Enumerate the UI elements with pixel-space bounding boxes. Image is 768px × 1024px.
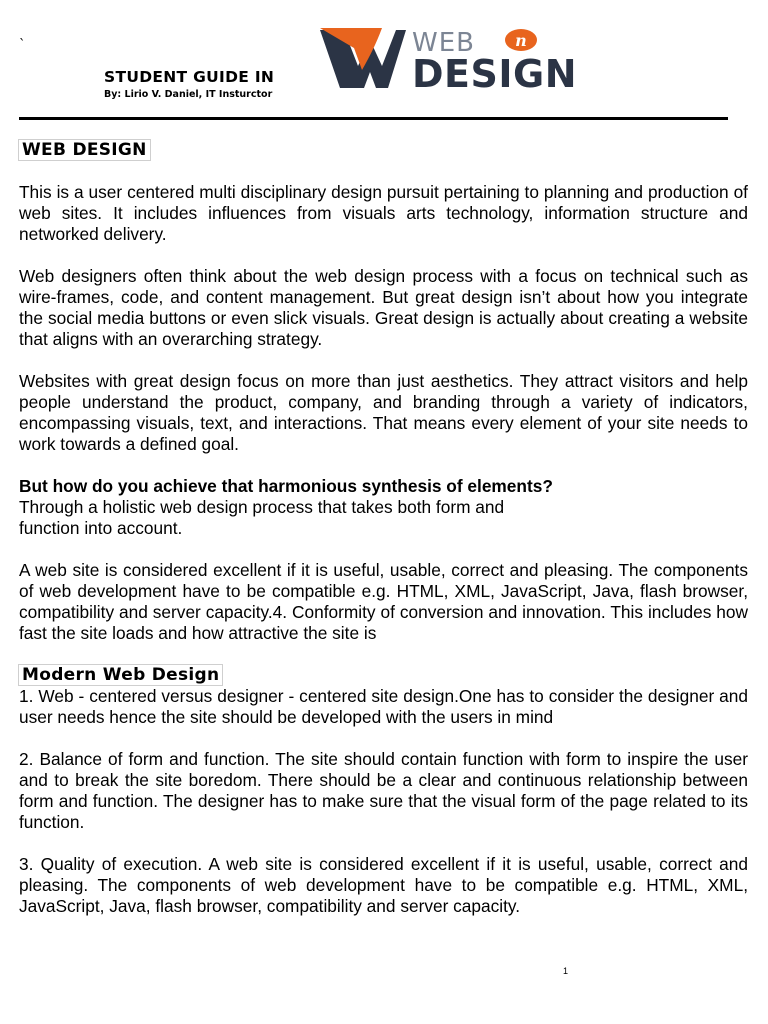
header-mark: ` [19,38,26,53]
paragraph-designers: Web designers often think about the web design process with a focus on technical such as wire-frames, code, and content management. But great design isn’t about how you integrate the social media buttons or even slick visuals. Great design is actually about creating a website that aligns with an overarching strategy. [19,266,748,349]
header-divider [19,117,728,120]
answer-line-1: Through a holistic web design process that takes both form and [19,497,505,517]
section-heading-web-design: WEB DESIGN [18,139,151,161]
question-line: But how do you achieve that harmonious synthesis of elements? [19,476,553,496]
list-item: 2. Balance of form and function. The site should contain function with form to inspire the user and to break the site boredom. There should be a clear and continuous relationship between form and function. The designer has to make sure that the visual form of the page related to its function. [19,749,748,832]
section-heading-modern-web-design: Modern Web Design [18,664,223,686]
page-number: 1 [563,966,569,976]
paragraph-intro: This is a user centered multi disciplinary design pursuit pertaining to planning and production of web sites. It includes influences from visuals arts technology, information structure and networked delivery. [19,182,748,244]
guide-title: STUDENT GUIDE IN [104,68,275,86]
answer-line-2: function into account. [19,518,183,538]
paragraph-excellent: A web site is considered excellent if it is useful, usable, correct and pleasing. The components of web development have to be compatible e.g. HTML, XML, JavaScript, Java, flash browser, compatibility and server capacity.4. Conformity of conversion and innovation. This includes how fast the site loads and how attractive the site is [19,560,748,643]
logo-word-bottom: DESIGN [412,52,578,92]
guide-author: By: Lirio V. Daniel, IT Insturctor [104,89,273,100]
list-item: 1. Web - centered versus designer - centered site design.One has to consider the designer and user needs hence the site should be developed with the users in mind [19,686,748,727]
paragraph-websites: Websites with great design focus on more than just aesthetics. They attract visitors and help people understand the product, company, and branding through a variety of indicators, encompassing visuals, text, and interactions. That means every element of your site needs to work towards a defined goal. [19,371,748,454]
logo-badge-letter: n [515,31,527,50]
logo-word-top: WEB [412,28,475,58]
web-n-design-logo [318,26,623,92]
list-item: 3. Quality of execution. A web site is considered excellent if it is useful, usable, correct and pleasing. The components of web development have to be compatible e.g. HTML, XML, JavaScript, Java, flash browser, compatibility and server capacity. [19,854,748,916]
